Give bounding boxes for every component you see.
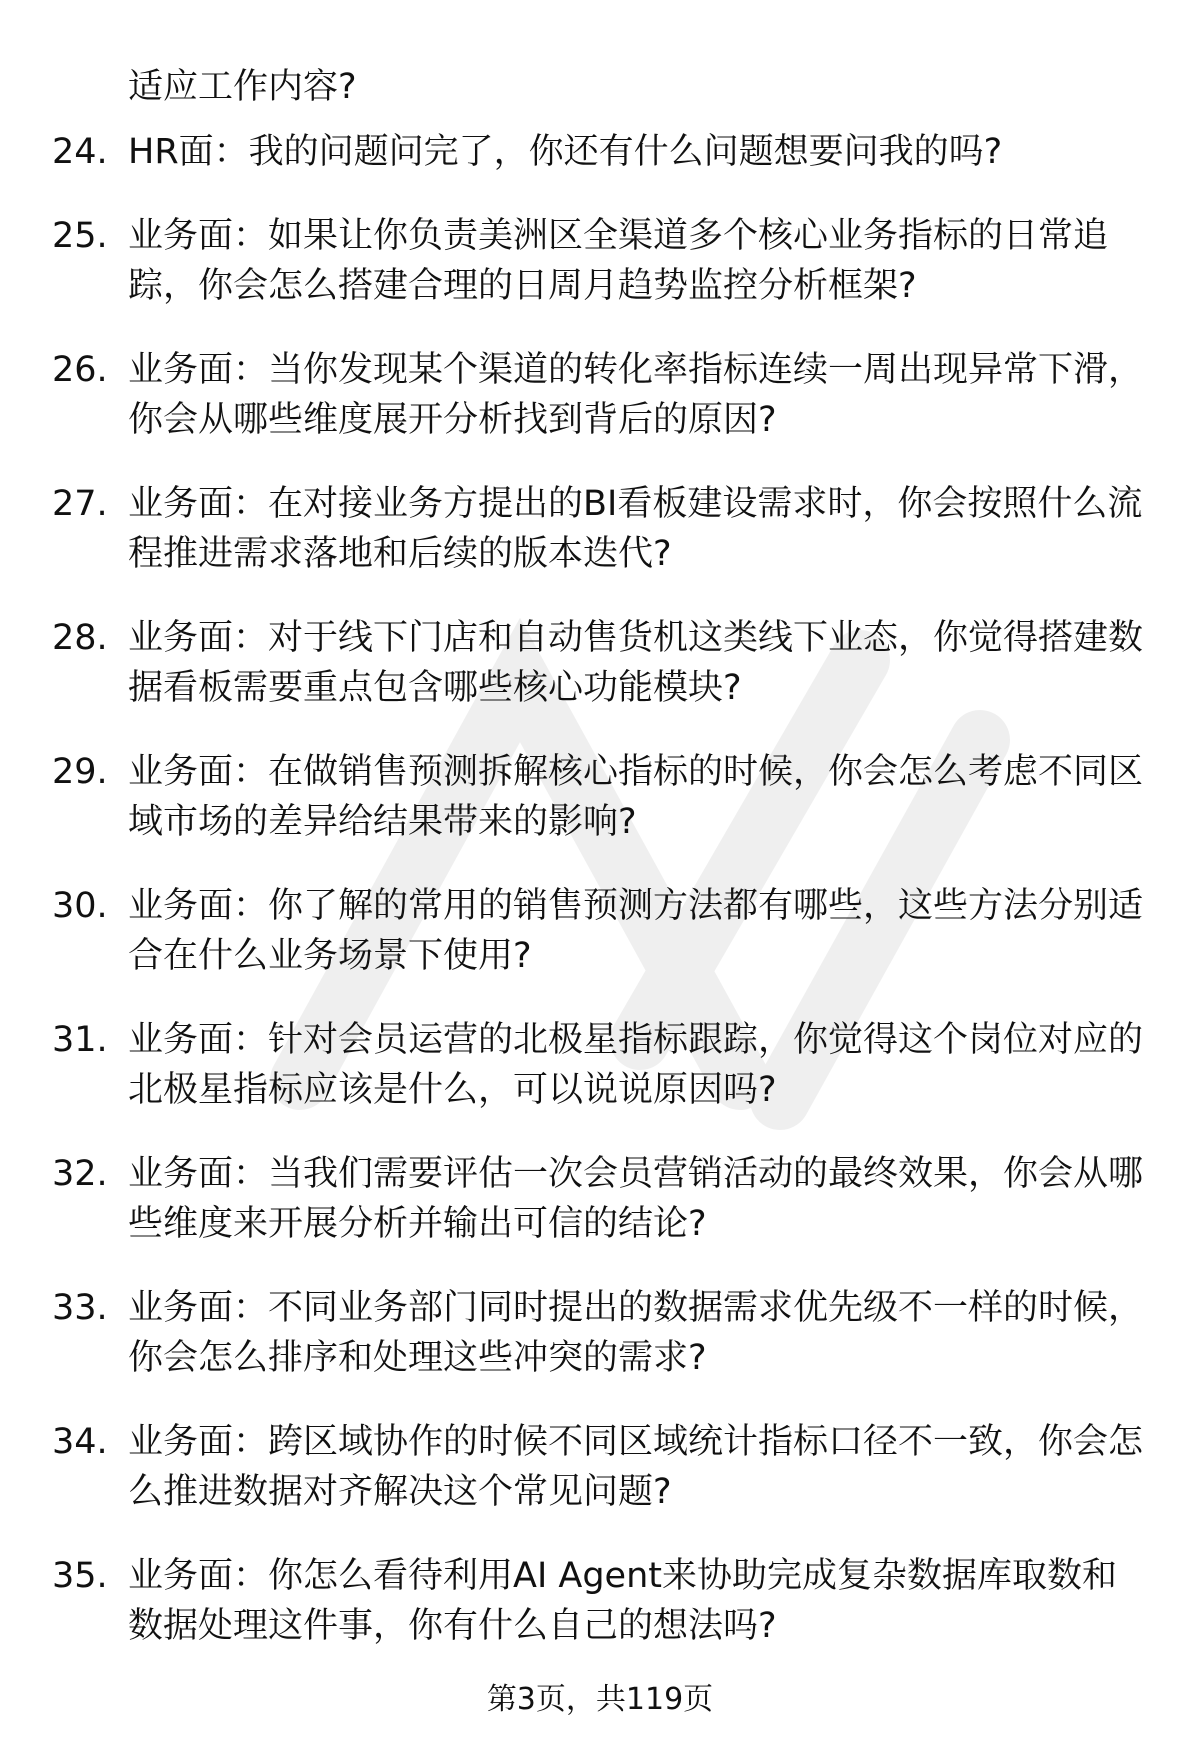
list-item [0,747,1200,847]
item-text: 业务面：针对会员运营的北极星指标跟踪，你觉得这个岗位对应的北极星指标应该是什么，可以说说原因吗? [128,1020,1144,1110]
item-number: 27. [52,484,108,524]
item-text: 业务面：如果让你负责美洲区全渠道多个核心业务指标的日常追踪，你会怎么搭建合理的日周月趋势监控分析框架? [128,216,1109,306]
list-item [0,1283,1200,1383]
item-number: 26. [52,350,108,390]
item-number: 25. [52,216,108,256]
item-text: 业务面：你怎么看待利用AI Agent来协助完成复杂数据库取数和数据处理这件事，你有什么自己的想法吗? [128,1556,1117,1646]
item-text: 业务面：不同业务部门同时提出的数据需求优先级不一样的时候，你会怎么排序和处理这些冲突的需求? [128,1288,1144,1378]
item-text: HR面：我的问题问完了，你还有什么问题想要问我的吗? [128,132,1003,172]
item-number: 35. [52,1556,108,1596]
list-item [0,479,1200,579]
list-item [0,1417,1200,1517]
item-number: 24. [52,132,108,172]
item-number: 32. [52,1154,108,1194]
list-item [0,127,1200,177]
item-text: 业务面：对于线下门店和自动售货机这类线下业态，你觉得搭建数据看板需要重点包含哪些核心功能模块? [128,618,1144,708]
list-item [0,613,1200,713]
item-text: 业务面：当我们需要评估一次会员营销活动的最终效果，你会从哪些维度来开展分析并输出可信的结论? [128,1154,1144,1244]
item-text: 业务面：跨区域协作的时候不同区域统计指标口径不一致，你会怎么推进数据对齐解决这个常见问题? [128,1422,1144,1512]
list-item [0,881,1200,981]
item-text: 业务面：你了解的常用的销售预测方法都有哪些，这些方法分别适合在什么业务场景下使用? [128,886,1144,976]
list-item [0,1015,1200,1115]
continuation-text: 适应工作内容? [128,67,357,107]
list-item [0,1149,1200,1249]
item-text: 业务面：在做销售预测拆解核心指标的时候，你会怎么考虑不同区域市场的差异给结果带来的影响? [128,752,1144,842]
item-text: 业务面：在对接业务方提出的BI看板建设需求时，你会按照什么流程推进需求落地和后续的版本迭代? [128,484,1143,574]
item-number: 31. [52,1020,108,1060]
item-number: 34. [52,1422,108,1462]
list-item [0,345,1200,445]
item-number: 29. [52,752,108,792]
item-number: 28. [52,618,108,658]
item-number: 33. [52,1288,108,1328]
item-number: 30. [52,886,108,926]
list-item [0,1551,1200,1651]
list-item [0,211,1200,311]
question-list [0,127,1200,1685]
item-text: 业务面：当你发现某个渠道的转化率指标连续一周出现异常下滑，你会从哪些维度展开分析找到背后的原因? [128,350,1144,440]
page-footer: 第3页，共119页 [486,1682,714,1717]
